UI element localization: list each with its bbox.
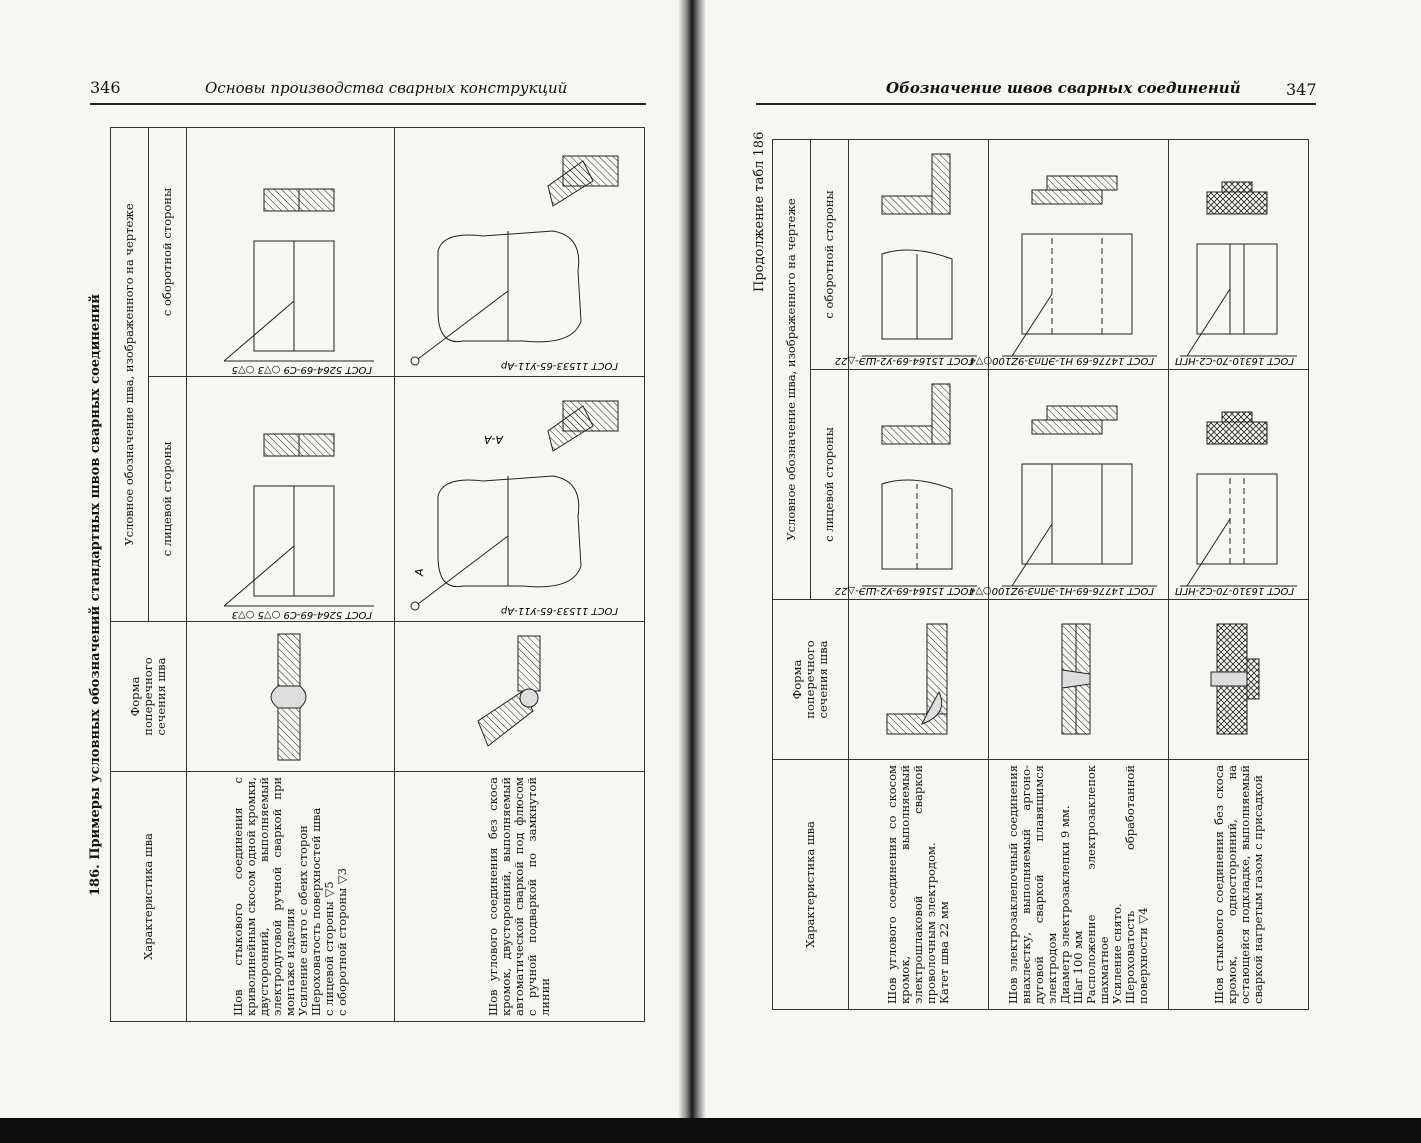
left-header-rule xyxy=(90,103,646,105)
right-running-head: Обозначение швов сварных соединений xyxy=(886,79,1241,97)
r-header-front-side: с лицевой стороны xyxy=(811,370,849,600)
book-gutter xyxy=(678,0,706,1143)
header-characteristic: Характеристика шва xyxy=(111,772,187,1022)
r-header-characteristic: Характеристика шва xyxy=(773,760,849,1010)
row2-section-mark-a: А xyxy=(413,568,426,576)
corner-slag-weld-section-icon xyxy=(877,606,957,754)
table-continuation: Продолжение табл 186 xyxy=(752,131,767,292)
r-row2-characteristic: Шов электрозаклепочный соединения внахлестку, выполняемый аргоно-дуговой сваркой плавящимся электродом Диаметр электрозаклепки 9 мм. Шаг 100 мм Расположение электрозаклепок шахматное Усиление снято. Шероховатость обработанной поверхности ▽4 xyxy=(989,760,1169,1010)
row2-back-designation xyxy=(395,127,645,376)
row2-section-aa: А-А xyxy=(483,433,503,446)
r-row3-back-label: ГОСТ 16310-70-С2-НГП xyxy=(1174,355,1294,366)
left-running-head: Основы производства сварных конструкций xyxy=(205,79,568,97)
r-row2-back-drawing xyxy=(969,144,1162,366)
header-cross-section: Форма поперечного сечения шва xyxy=(111,622,187,772)
r-row2-front-designation xyxy=(968,370,1169,600)
r-row1-cross-section xyxy=(849,600,989,760)
r-row2-front-label: ГОСТ 14776-69-Н1-ЭПпЗ-9Z100○▽4 xyxy=(968,585,1154,596)
r-row2-back-label: ГОСТ 14776-69 Н1-ЭПпЗ-9Z100○▽4 xyxy=(969,355,1154,366)
right-table xyxy=(772,139,1309,1010)
row2-front-drawing xyxy=(403,381,633,616)
row1-characteristic: Шов стыкового соединения с криволинейным скосом одной кромки, двусторонний, выполняемый электродуговой ручной сваркой при монтаже изделия Усиление снято с обеих сторон Шероховатость поверхностей шва с лицевой стороны ▽5 с оборотной стороны ▽3 xyxy=(187,772,395,1022)
row2-back-drawing xyxy=(403,131,633,371)
header-front-side: с лицевой стороны xyxy=(149,377,187,622)
row1-front-label: ГОСТ 5264-69-С9 ○▽5 ○▽3 xyxy=(231,609,372,620)
r-header-designation-group: Условное обозначение шва, изображенного на чертеже xyxy=(773,139,811,599)
r-header-back-side: с оборотной стороны xyxy=(811,139,849,369)
r-row3-cross-section xyxy=(1169,600,1309,760)
r-row3-back-designation xyxy=(1169,139,1309,369)
row2-cross-section xyxy=(395,622,645,772)
r-row2-front-drawing xyxy=(968,374,1162,596)
row2-back-label: ГОСТ 11533-65-У11-Ар xyxy=(500,360,618,371)
row2-front-designation xyxy=(395,377,645,622)
right-header-rule xyxy=(756,103,1316,105)
butt-gas-weld-section-icon xyxy=(1197,606,1277,754)
row1-cross-section xyxy=(187,622,395,772)
r-row3-front-drawing xyxy=(1172,374,1302,594)
r-row1-back-designation xyxy=(834,139,989,369)
r-row2-back-designation xyxy=(969,139,1169,369)
r-row3-front-label: ГОСТ 16310-70-С2-НГП xyxy=(1174,585,1294,596)
lap-rivet-weld-section-icon xyxy=(1042,606,1112,754)
r-row1-front-drawing xyxy=(834,374,982,596)
left-table-wrap xyxy=(110,127,645,1022)
r-row1-back-label: ГОСТ 15164-69-У2-ШЭ-△22 xyxy=(834,355,974,366)
header-back-side: с оборотной стороны xyxy=(149,127,187,376)
row1-front-drawing xyxy=(194,381,384,620)
r-row3-characteristic: Шов стыкового соединения без скоса кромок, односторонний, на остающейся подкладке, выполняемый сваркой нагретым газом с присадкой xyxy=(1169,760,1309,1010)
row1-back-drawing xyxy=(194,131,384,375)
scan-bottom-edge xyxy=(0,1118,1421,1143)
row2-front-label: ГОСТ 11533-65-У11-Ар xyxy=(500,605,618,616)
right-page-number: 347 xyxy=(1286,80,1317,99)
left-table xyxy=(110,127,645,1022)
header-designation-group: Условное обозначение шва, изображенного на чертеже xyxy=(111,127,149,621)
right-table-wrap xyxy=(772,139,1309,1010)
r-row1-front-label: ГОСТ 15164-69-У2-ШЭ-△22 xyxy=(834,585,974,596)
left-page-number: 346 xyxy=(90,78,121,97)
r-row3-back-drawing xyxy=(1172,144,1302,364)
row1-front-designation xyxy=(187,377,395,622)
row1-back-designation xyxy=(187,127,395,376)
r-header-cross-section: Форма поперечного сечения шва xyxy=(773,600,849,760)
row1-back-label: ГОСТ 5264-69-С9 ○▽3 ○▽5 xyxy=(231,364,372,375)
corner-weld-section-icon xyxy=(473,628,563,766)
butt-weld-section-icon xyxy=(254,628,324,766)
table-title: 186. Примеры условных обозначений стандартных швов сварных соединений xyxy=(88,294,103,896)
row2-characteristic: Шов углового соединения без скоса кромок, двусторонний, выполняемый автоматической сваркой под флюсом с ручной подваркой по замкнутой линии xyxy=(395,772,645,1022)
r-row2-cross-section xyxy=(989,600,1169,760)
r-row1-characteristic: Шов углового соединения со скосом кромок, выполняемый электрошлаковой сваркой проволочным электродом. Катет шва 22 мм xyxy=(849,760,989,1010)
r-row3-front-designation xyxy=(1169,370,1309,600)
r-row1-front-designation xyxy=(834,370,989,600)
r-row1-back-drawing xyxy=(834,144,982,366)
